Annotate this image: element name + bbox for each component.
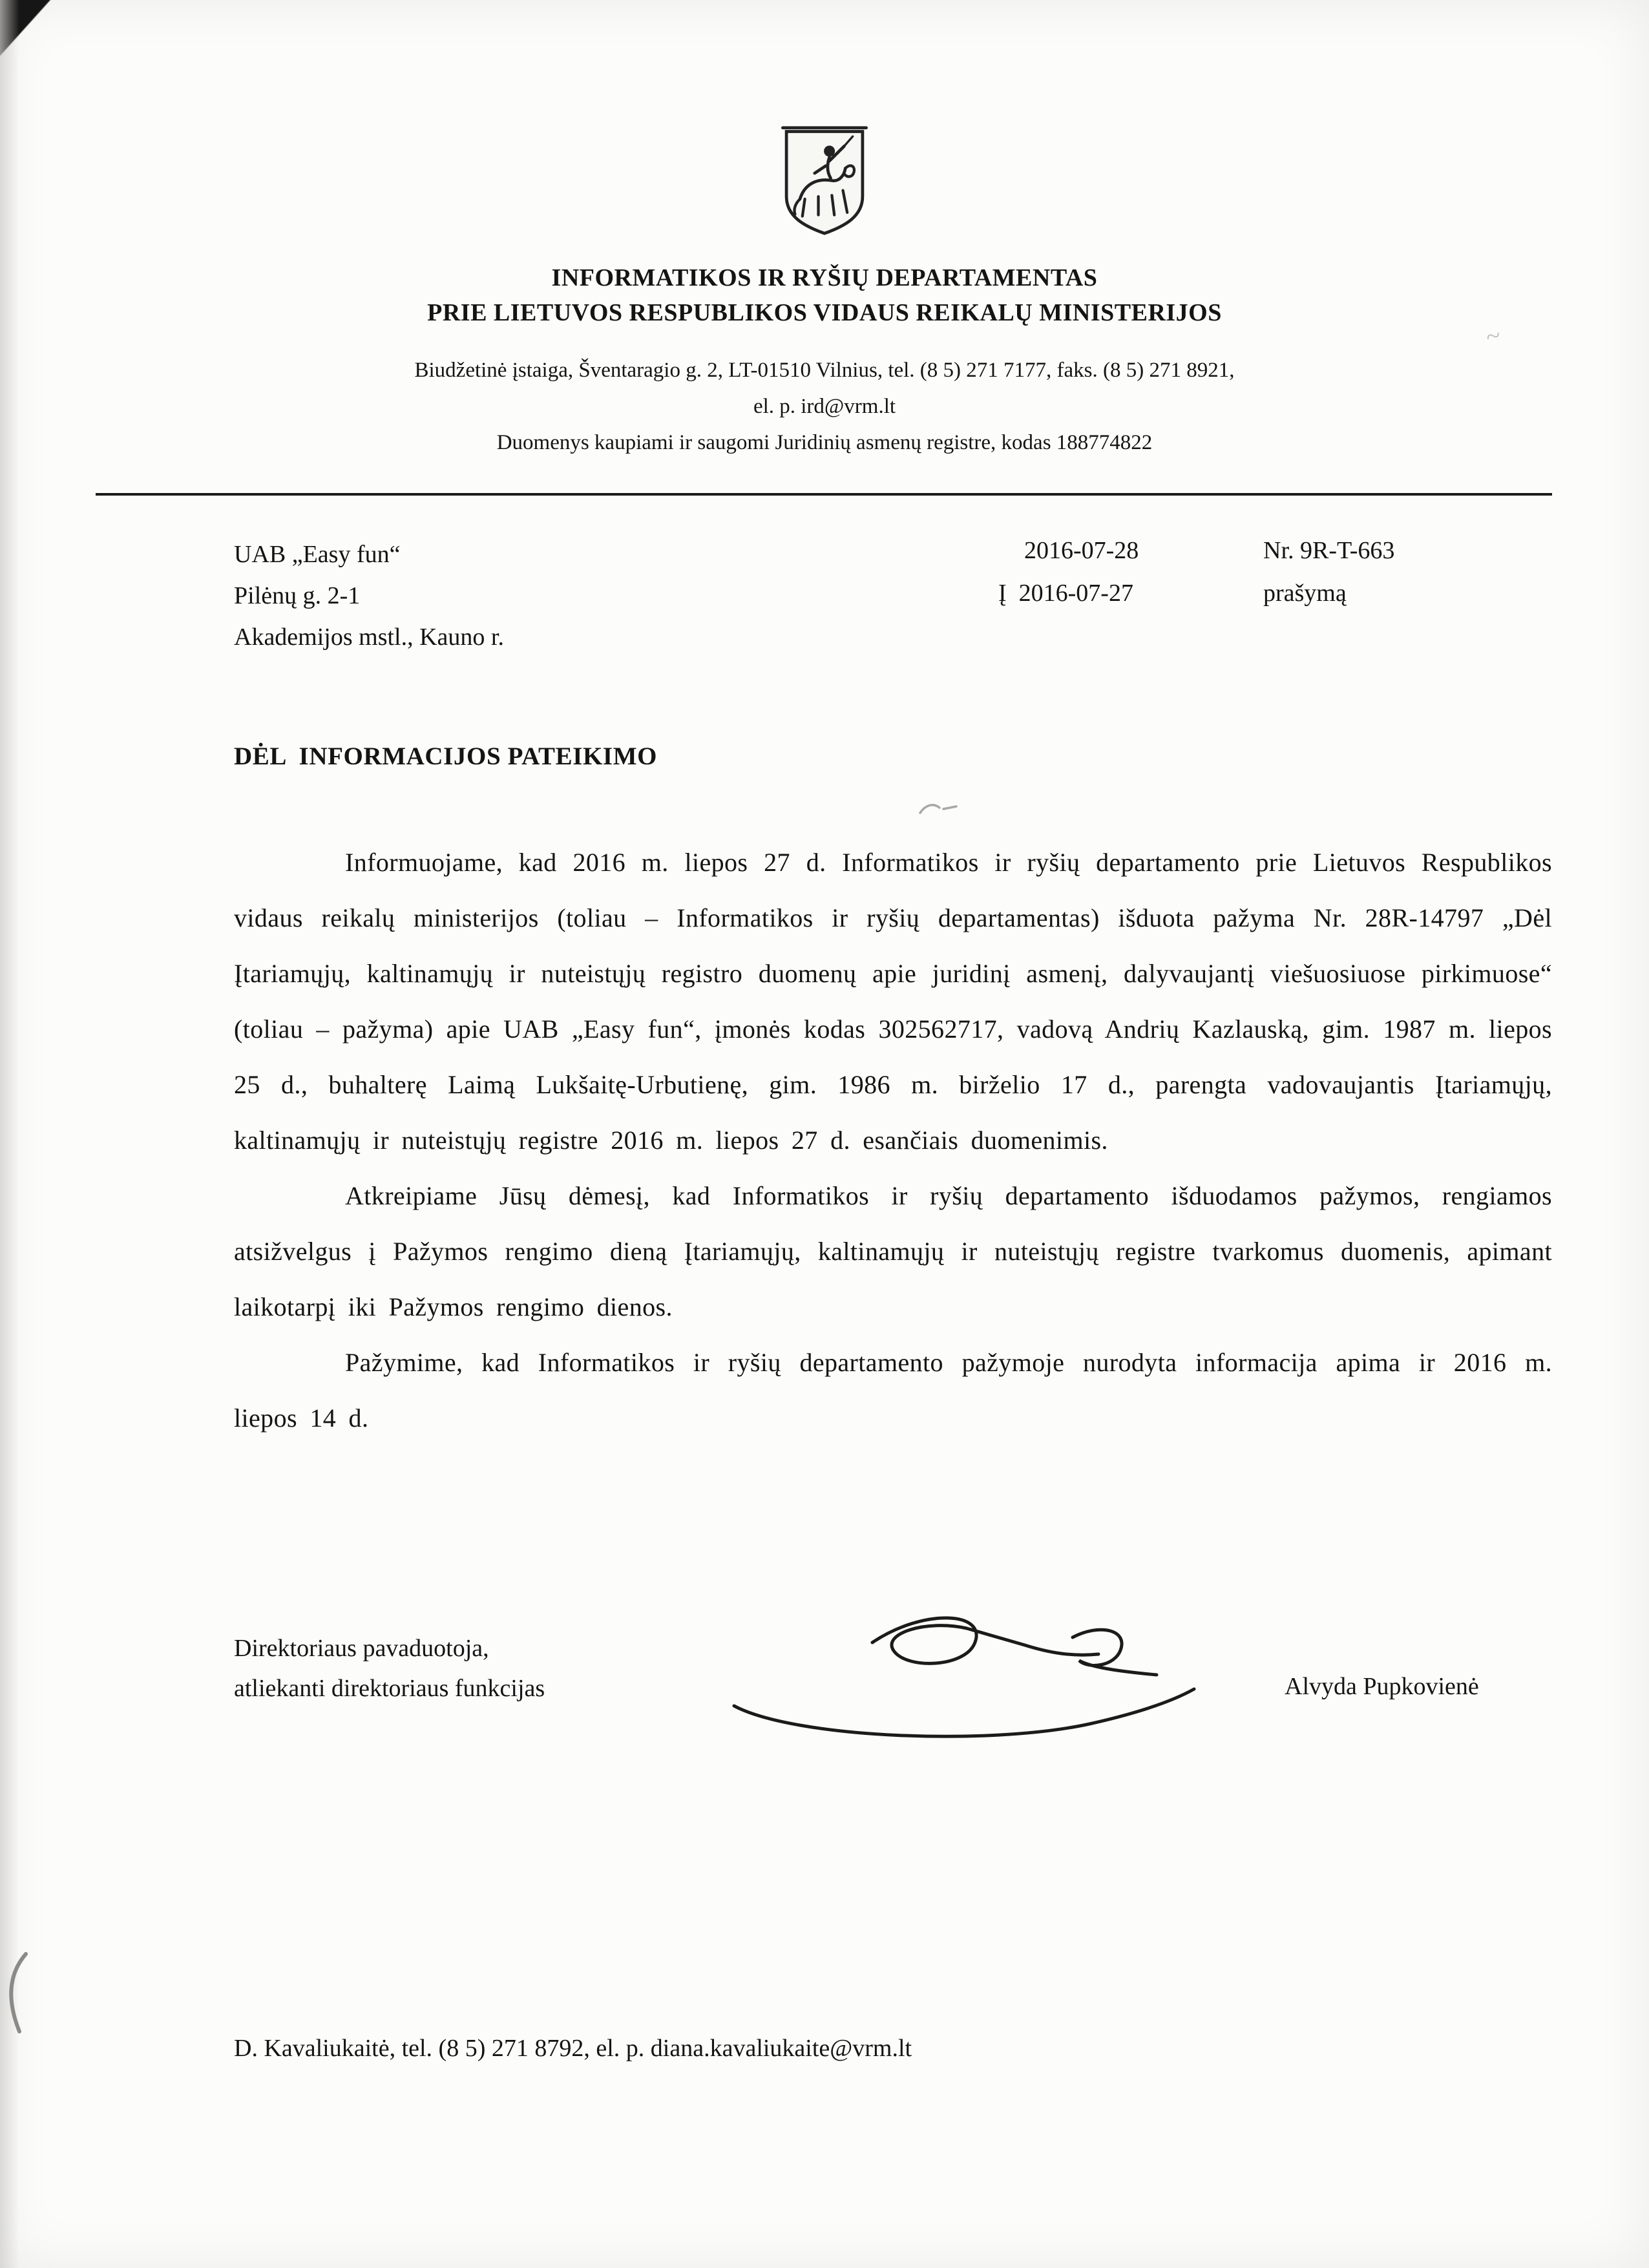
reply-to-subject: prašymą xyxy=(1263,580,1347,607)
letter-date: 2016-07-28 xyxy=(1024,537,1139,564)
signer-name: Alvyda Pupkovienė xyxy=(1285,1673,1479,1700)
recipient-street: Pilėnų g. 2-1 xyxy=(234,582,361,609)
signer-title-line2: atliekanti direktoriaus funkcijas xyxy=(234,1675,545,1702)
pencil-mark-artifact xyxy=(918,800,963,823)
reply-to-date: Į 2016-07-27 xyxy=(998,580,1133,607)
org-name-line1: INFORMATIKOS IR RYŠIŲ DEPARTAMENTAS xyxy=(551,264,1098,291)
handwritten-signature xyxy=(711,1583,1215,1780)
recipient-block xyxy=(234,534,504,658)
letterhead-divider xyxy=(96,493,1552,496)
coat-of-arms-icon xyxy=(775,120,874,244)
org-email: el. p. ird@vrm.lt xyxy=(753,395,896,418)
scan-smudge-artifact: ~ xyxy=(1483,320,1504,352)
body-paragraph: Atkreipiame Jūsų dėmesį, kad Informatikos ir ryšių departamento išduodamos pažymos, rengiamos atsižvelgus į Pažymos rengimo dieną Įtariamųjų, kaltinamųjų ir nuteistųjų registre tvarkomus duomenis, apimant laikotarpį iki Pažymos rengimo dienos. xyxy=(234,1181,1552,1321)
letterhead xyxy=(0,120,1649,461)
letter-subject: DĖL INFORMACIJOS PATEIKIMO xyxy=(234,742,658,770)
letter-number: Nr. 9R-T-663 xyxy=(1263,537,1395,564)
contact-person: D. Kavaliukaitė, tel. (8 5) 271 8792, el. p. diana.kavaliukaite@vrm.lt xyxy=(234,2035,912,2062)
recipient-name: UAB „Easy fun“ xyxy=(234,541,401,568)
body-paragraph: Informuojame, kad 2016 m. liepos 27 d. Informatikos ir ryšių departamento prie Lietuvos Respublikos vidaus reikalų ministerijos (toliau – Informatikos ir ryšių departamentas) išduota pažyma Nr. 28R-14797 „Dėl Įtariamųjų, kaltinamųjų ir nuteistųjų registro duomenų apie juridinį asmenį, dalyvaujantį viešuosiuose pirkimuose“ (toliau – pažyma) apie UAB „Easy fun“, įmonės kodas 302562717, vadovą Andrių Kazlauską, gim. 1987 m. liepos 25 d., buhalterę Laimą Lukšaitę-Urbutienę, gim. 1986 m. birželio 17 d., parengta vadovaujantis Įtariamųjų, kaltinamųjų ir nuteistųjų registre 2016 m. liepos 27 d. esančiais duomenimis. xyxy=(234,848,1552,1155)
body-paragraph: Pažymime, kad Informatikos ir ryšių departamento pažymoje nurodyta informacija apima ir 2016 m. liepos 14 d. xyxy=(234,1348,1552,1433)
letter-body xyxy=(234,835,1552,1446)
org-address: Biudžetinė įstaiga, Šventaragio g. 2, LT-01510 Vilnius, tel. (8 5) 271 7177, faks. (8 5) 271 8921, xyxy=(414,359,1235,382)
scan-mark-artifact xyxy=(4,1951,32,2039)
signer-title xyxy=(234,1628,545,1708)
signer-title-line1: Direktoriaus pavaduotoja, xyxy=(234,1635,489,1662)
org-registry-info: Duomenys kaupiami ir saugomi Juridinių asmenų registre, kodas 188774822 xyxy=(496,431,1153,454)
org-name-line2: PRIE LIETUVOS RESPUBLIKOS VIDAUS REIKALŲ MINISTERIJOS xyxy=(427,299,1222,326)
recipient-city: Akademijos mstl., Kauno r. xyxy=(234,624,504,651)
